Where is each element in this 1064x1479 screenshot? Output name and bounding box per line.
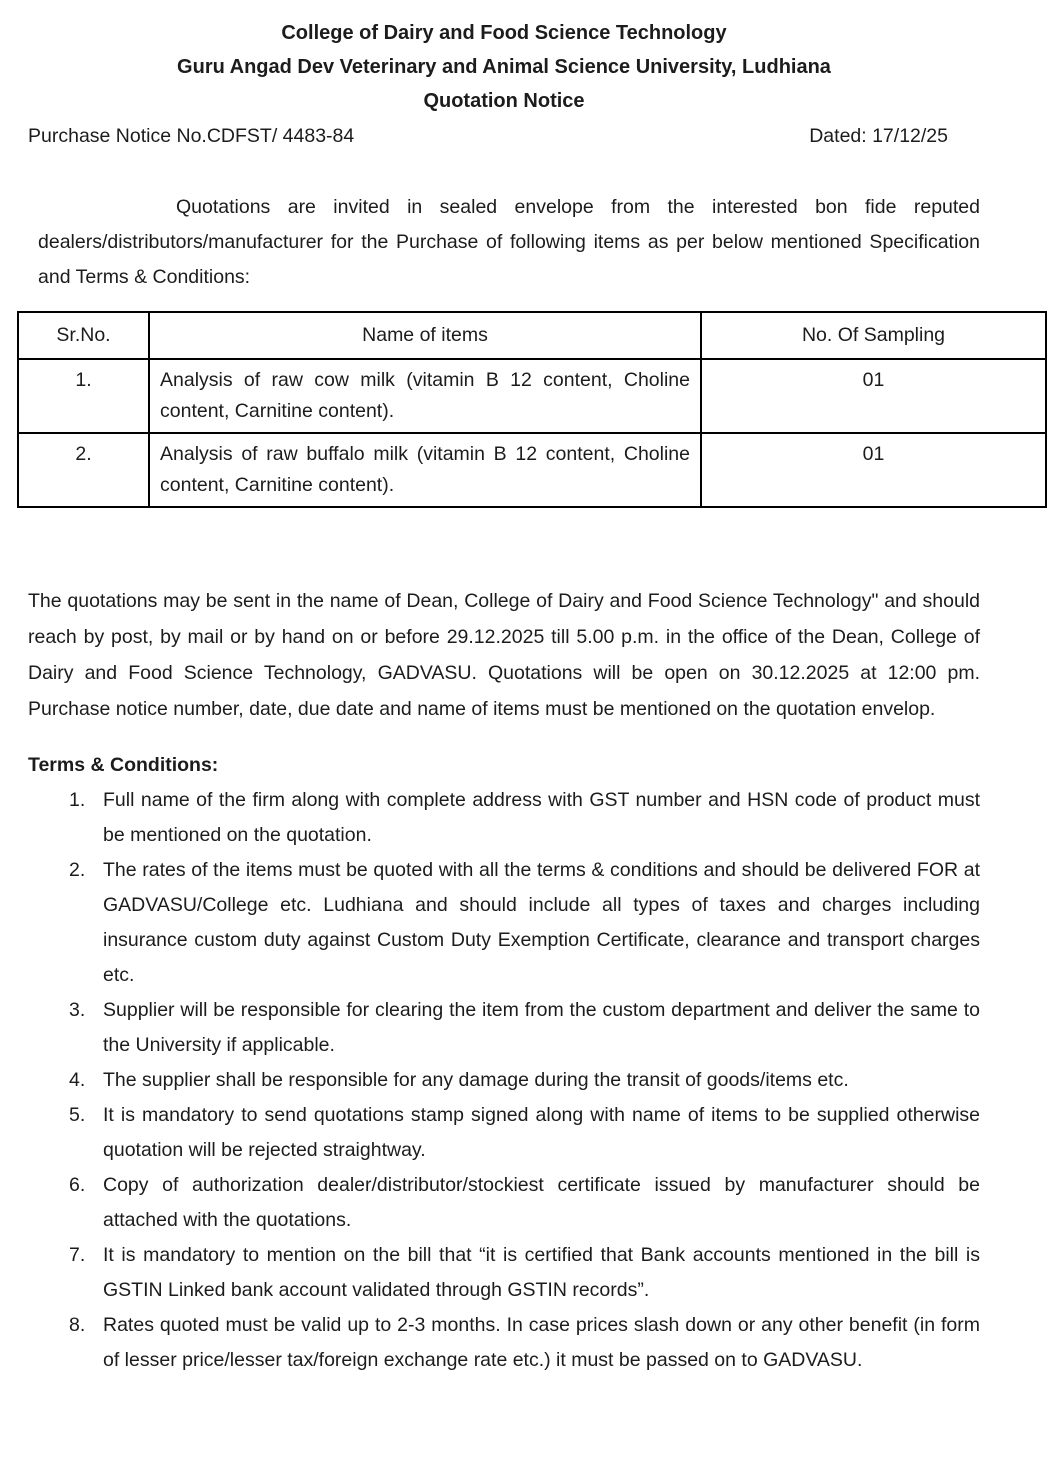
term-item-8 — [69, 1308, 980, 1378]
row2-sr-no: 2. — [18, 433, 149, 507]
header-sr-no: Sr.No. — [18, 312, 149, 359]
term-item-2 — [69, 853, 980, 993]
term-5-text: It is mandatory to send quotations stamp signed along with name of items to be supplied otherwise quotation will be rejected straightway. — [103, 1103, 980, 1161]
intro-paragraph: Quotations are invited in sealed envelope from the interested bon fide reputed dealers/distributors/manufacturer for the Purchase of following items as per below mentioned Specification and Terms & Conditions: — [38, 196, 980, 288]
term-4-text: The supplier shall be responsible for any damage during the transit of goods/items etc. — [103, 1068, 849, 1091]
term-item-7 — [69, 1238, 980, 1308]
term-1-text: Full name of the firm along with complete address with GST number and HSN code of product must be mentioned on the quotation. — [103, 788, 980, 846]
row1-sampling: 01 — [701, 359, 1046, 433]
term-item-5 — [69, 1098, 980, 1168]
row1-item-name: Analysis of raw cow milk (vitamin B 12 content, Choline content, Carnitine content). — [149, 359, 701, 433]
notice-meta-row — [28, 124, 980, 148]
term-1-number: 1. — [69, 788, 86, 811]
terms-heading: Terms & Conditions: — [28, 753, 219, 776]
term-4-number: 4. — [69, 1068, 86, 1091]
term-6-number: 6. — [69, 1173, 86, 1196]
row1-sr-no: 1. — [18, 359, 149, 433]
items-table — [17, 311, 1047, 508]
term-item-4 — [69, 1063, 980, 1098]
term-8-number: 8. — [69, 1313, 86, 1336]
term-7-text: It is mandatory to mention on the bill that “it is certified that Bank accounts mentioned in the bill is GSTIN Linked bank account validated through GSTIN records”. — [103, 1243, 980, 1301]
term-item-6 — [69, 1168, 980, 1238]
document-header — [28, 16, 980, 118]
terms-list — [28, 783, 980, 1378]
table-row-2 — [18, 433, 1046, 507]
term-3-text: Supplier will be responsible for clearing the item from the custom department and deliver the same to the University if applicable. — [103, 998, 980, 1056]
term-6-text: Copy of authorization dealer/distributor/stockiest certificate issued by manufacturer should be attached with the quotations. — [103, 1173, 980, 1231]
term-7-number: 7. — [69, 1243, 86, 1266]
term-5-number: 5. — [69, 1103, 86, 1126]
term-item-3 — [69, 993, 980, 1063]
body-paragraph: The quotations may be sent in the name of Dean, College of Dairy and Food Science Technology" and should reach by post, by mail or by hand on or before 29.12.2025 till 5.00 p.m. in the office of the Dean, College of Dairy and Food Science Technology, GADVASU. Quotations will be open on 30.12.2025 at 12:00 pm. Purchase notice number, date, due date and name of items must be mentioned on the quotation envelop. — [28, 590, 980, 720]
term-2-number: 2. — [69, 858, 86, 881]
notice-title: Quotation Notice — [423, 90, 585, 112]
college-title: College of Dairy and Food Science Technology — [281, 22, 727, 44]
row2-item-name: Analysis of raw buffalo milk (vitamin B 12 content, Choline content, Carnitine content). — [149, 433, 701, 507]
term-2-text: The rates of the items must be quoted with all the terms & conditions and should be delivered FOR at GADVASU/College etc. Ludhiana and should include all types of taxes and charges including insurance custom duty against Custom Duty Exemption Certificate, clearance and transport charges etc. — [103, 858, 980, 986]
table-row-1 — [18, 359, 1046, 433]
dated-label: Dated: 17/12/25 — [809, 125, 948, 147]
purchase-notice-number: Purchase Notice No.CDFST/ 4483-84 — [28, 125, 355, 147]
table-header-row — [18, 312, 1046, 359]
university-title: Guru Angad Dev Veterinary and Animal Science University, Ludhiana — [177, 56, 831, 78]
term-3-number: 3. — [69, 998, 86, 1021]
term-item-1 — [69, 783, 980, 853]
header-no-of-sampling: No. Of Sampling — [701, 312, 1046, 359]
term-8-text: Rates quoted must be valid up to 2-3 months. In case prices slash down or any other benefit (in form of lesser price/lesser tax/foreign exchange rate etc.) it must be passed on to GADVASU. — [103, 1313, 980, 1371]
row2-sampling: 01 — [701, 433, 1046, 507]
header-name-of-items: Name of items — [149, 312, 701, 359]
